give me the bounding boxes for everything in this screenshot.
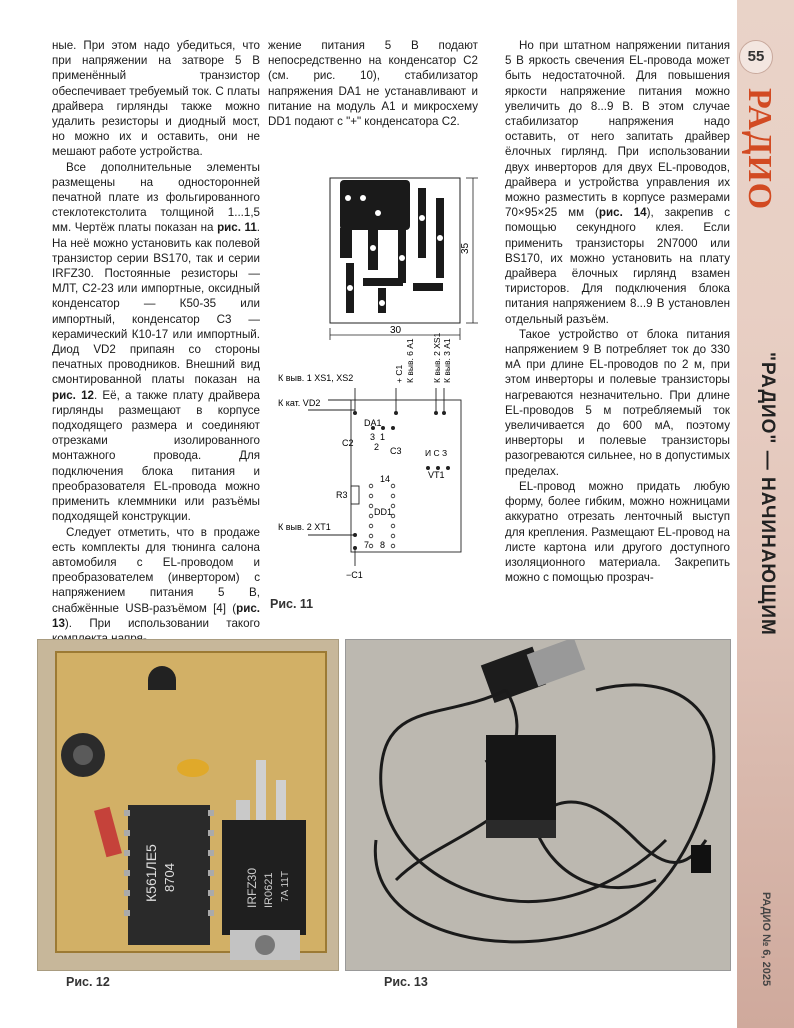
- label-r3: R3: [336, 490, 348, 500]
- chip-k561le5-label: К561ЛЕ5: [143, 844, 159, 902]
- label-vd2: К кат. VD2: [278, 398, 321, 408]
- label-c1-plus: + С1: [394, 364, 404, 383]
- paragraph: EL-провод можно придать любую форму, более гибким, можно ножницами аккуратно отрезать ленточный выступ для крепления. Размещают EL-провод на листе картона или другого доступного изоляционного материала. Закрепить можно с помощью прозрач-: [505, 479, 730, 585]
- label-xs1-xs2: К выв. 1 XS1, XS2: [278, 373, 354, 383]
- label-vt1: VT1: [428, 470, 445, 480]
- chip-irfz30-code: IR0621: [263, 872, 275, 908]
- label-dd1: DD1: [374, 507, 393, 517]
- label-a1-pin6: К выв. 6 А1: [405, 338, 415, 383]
- figure-11-caption: Рис. 11: [270, 597, 314, 611]
- chip-irfz30-label: IRFZ30: [245, 867, 259, 908]
- paragraph: жение питания 5 В подают непосредственно на конденсатор С2 (см. рис. 10), стабилизатор напряжения DA1 не устанавливают и питание на модуль А1 и микросхему DD1 подают с "+" конденсатора С2.: [268, 39, 478, 129]
- paragraph: Такое устройство от блока питания напряжением 9 В потребляет ток до 330 мА при длине EL-проводов по 2 м, при этом инверторы и полевые транзисторы нагреваются незначительно. При длине EL-проводов 5 м потребляемый ток увеличивается до 600 мА, поэтому инверторы и полевые транзисторы разогреваются сильнее, но в допустимых пределах.: [505, 327, 730, 478]
- label-vt1-pins: И С З: [425, 448, 448, 458]
- figure-13-caption: Рис. 13: [384, 975, 428, 989]
- paragraph: Но при штатном напряжении питания 5 В яркость свечения EL-провода может быть недостаточной. Для повышения яркости напряжение питания можно увеличить до 8...9 В. В этом случае стабилизатор напряжения надо оставить, от него запитать драйвер ёлочных гирлянд. При использовании двух инверторов для двух EL-проводов, драйвера и устройства управления их можно разместить в корпусе размерами 70×95×25 мм (рис. 14), закрепив с помощью секундного клея. Если применить транзисторы 2N7000 или BS170, их можно установить на плату драйвера ёлочных гирлянд взамен тиристоров. Для подключения блока питания напряжением 8...9 В установлен отдельный разъём.: [505, 39, 731, 326]
- pin-label: 8: [380, 540, 386, 550]
- dimension-height: 35: [460, 242, 471, 254]
- magazine-logo: РАДИО: [741, 88, 778, 211]
- pin-label: 2: [374, 442, 380, 452]
- paragraph: Все дополнительные элементы размещены на односторонней печатной плате из фольгированного стеклотекстолита толщиной 1...1,5 мм. Чертёж платы показан на рис. 11. На неё можно установить как полевой транзистор серии BS170, так и серии IRFZ30. Постоянные резисторы — МЛТ, С2-23 или импортные, оксидный конденсатор — К50-35 или импортный, конденсатор С3 — керамический К10-17 или импортный. Диод VD2 припаян со стороны печатных проводников. Внешний вид смонтированной платы показан на рис. 12. Её, а также плату драйвера гирлянды размещают в корпусе подходящего размера и соединяют отрезками изолированного монтажного провода. Для подключения блока питания и преобразователя EL-провода можно применить клеммники или разъёмы подходящей конструкции.: [52, 160, 260, 524]
- text-column-3: [505, 38, 730, 585]
- figure-13-caption-box: [378, 972, 434, 992]
- label-xs1-pin2: К выв. 2 XS1: [432, 332, 442, 383]
- dimension-width: 30: [390, 325, 402, 336]
- figure-ref: рис. 12: [52, 388, 94, 402]
- label-a1-pin3: К выв. 3 А1: [442, 338, 452, 383]
- section-title: "РАДИО" — НАЧИНАЮЩИМ: [757, 352, 778, 636]
- pin-label: 14: [380, 474, 391, 484]
- paragraph: ные. При этом надо убедиться, что при напряжении на затворе 5 В применённый транзистор обеспечивает требуемый ток. С платы драйвера гирлянды также можно удалить резисторы и диодный мост, но можно их и оставить, они не мешают работе устройства.: [52, 39, 260, 159]
- label-da1: DA1: [364, 418, 382, 428]
- label-c2: C2: [342, 438, 354, 448]
- pin-label: 7: [364, 540, 370, 550]
- figure-ref: рис. 14: [598, 206, 647, 220]
- chip-k561le5-code: 8704: [162, 863, 177, 892]
- paragraph: Следует отметить, что в продаже есть комплекты для тюнинга салона автомобиля с EL-проводом и преобразователем (инвертором) с напряжением питания 5 В, снабжённые USB-разъёмом [4] (рис. 13). При использовании такого: [52, 525, 260, 630]
- figure-12-photo: [37, 639, 339, 971]
- pin-label: 3: [370, 432, 376, 442]
- figure-12-caption: Рис. 12: [66, 975, 110, 989]
- issue-label: РАДИО № 6, 2025: [760, 892, 772, 987]
- pcb-traces: [340, 180, 444, 313]
- figure-13-photo: [345, 639, 731, 971]
- label-c1-minus: −C1: [346, 570, 363, 580]
- figure-ref: рис. 11: [217, 221, 257, 235]
- figure-11-pcb: [268, 168, 498, 618]
- text-column-2: [268, 38, 478, 129]
- text-column-1: [52, 38, 260, 646]
- chip-irfz30-date: 7A 11T: [280, 871, 291, 902]
- label-xt1: К выв. 2 XT1: [278, 522, 331, 532]
- label-c3: C3: [390, 446, 402, 456]
- figure-12-caption-box: [60, 972, 116, 992]
- figure-ref: рис. 13: [52, 601, 260, 630]
- pin-label: 1: [380, 432, 386, 442]
- page-number: 55: [739, 40, 773, 74]
